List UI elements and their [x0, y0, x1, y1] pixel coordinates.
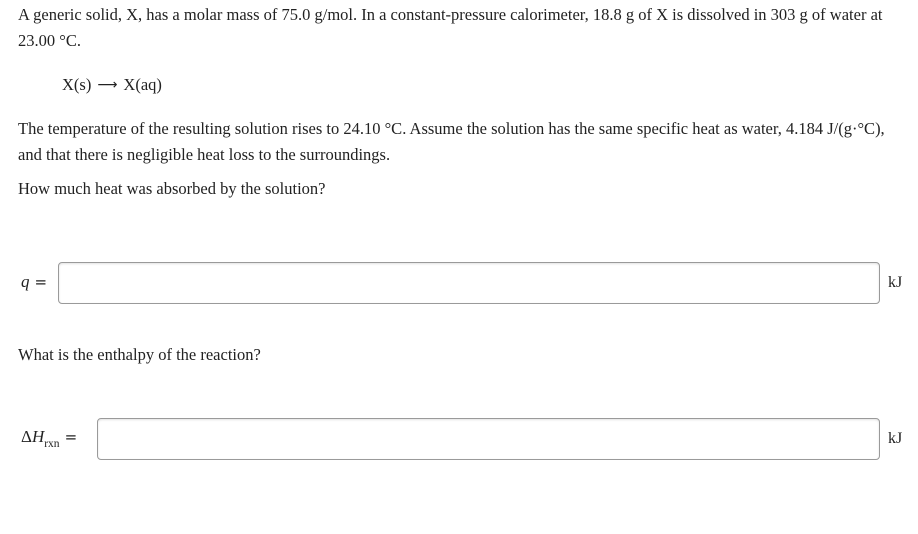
q-variable: q [21, 272, 30, 291]
reaction-arrow-icon: ⟶ [97, 77, 118, 93]
enthalpy-answer-input[interactable] [97, 418, 880, 460]
heat-question: How much heat was absorbed by the solution? [18, 179, 326, 198]
heat-unit-label: kJ [888, 274, 903, 291]
delta-symbol: Δ [21, 427, 32, 446]
heat-answer-input[interactable] [58, 262, 880, 304]
problem-intro: A generic solid, X, has a molar mass of 75.0 g/mol. In a constant-pressure calorimeter, 18.8 g of X is dissolved in 303 g of water at 23.00 °C. [18, 5, 883, 50]
enthalpy-unit-label: kJ [888, 430, 903, 447]
enthalpy-question: What is the enthalpy of the reaction? [18, 345, 261, 364]
reactant-formula: X(s) [62, 75, 92, 94]
h-variable: H [31, 427, 45, 446]
product-formula: X(aq) [123, 75, 162, 94]
enthalpy-answer-label [21, 427, 78, 450]
rxn-subscript: rxn [44, 438, 60, 450]
equals-sign: = [64, 428, 78, 446]
equals-sign: = [34, 273, 48, 291]
heat-answer-label [21, 272, 47, 292]
reaction-equation [62, 72, 162, 99]
temperature-statement: The temperature of the resulting solution rises to 24.10 °C. Assume the solution has the same specific heat as water, 4.184 J/(g·°C), and that there is negligible heat loss to the surroundings. [18, 119, 885, 164]
